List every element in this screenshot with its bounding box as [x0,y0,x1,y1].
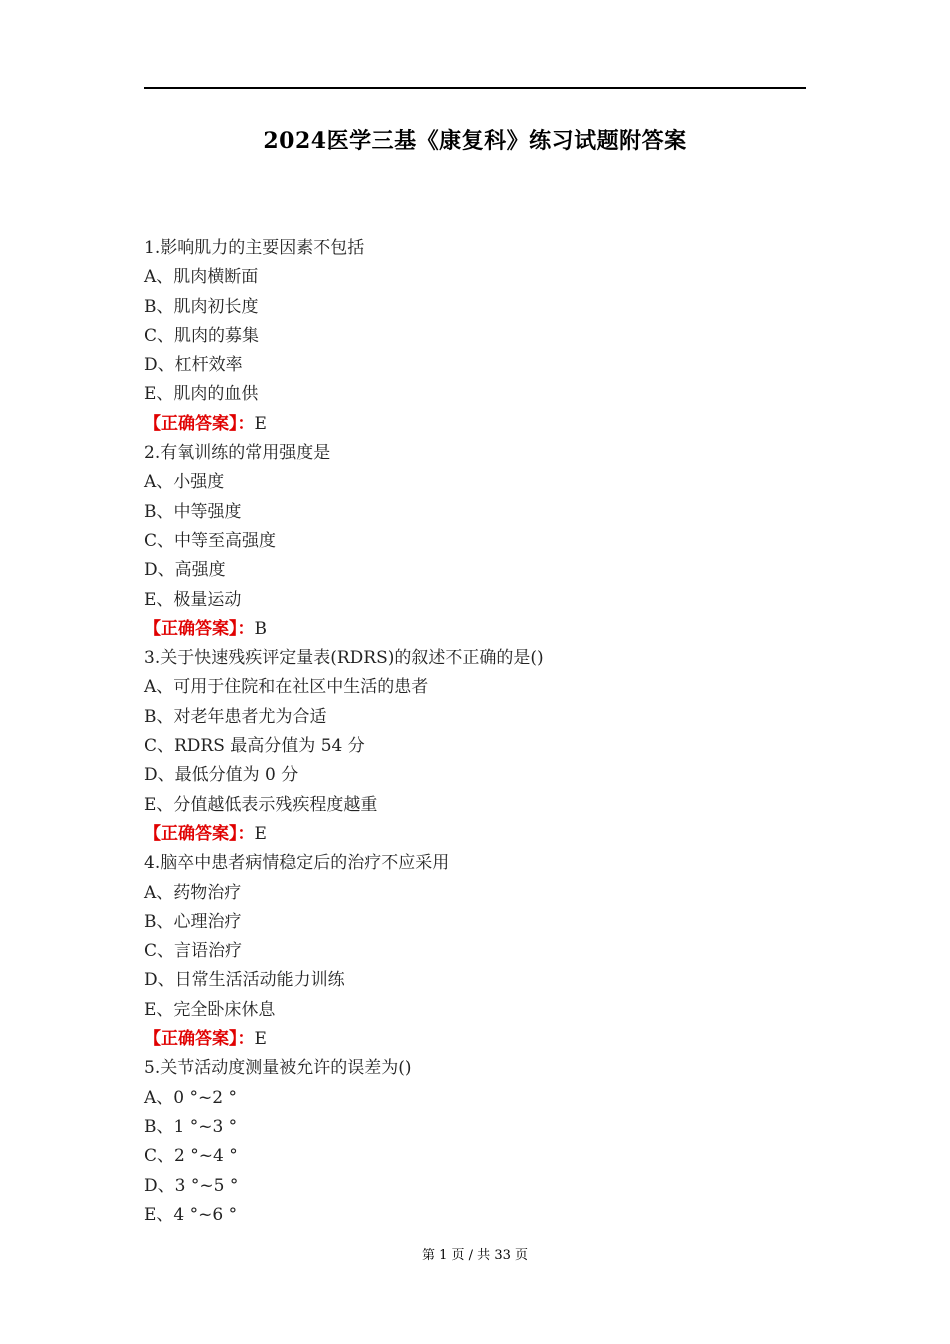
option-e: E、分值越低表示残疾程度越重 [144,794,378,815]
answer-line [144,820,806,849]
option-b: B、肌肉初长度 [144,296,259,317]
option-a: A、肌肉横断面 [144,267,259,288]
option-e: E、极量运动 [144,589,242,610]
option-d: D、日常生活活动能力训练 [144,970,345,991]
option-e: E、完全卧床休息 [144,999,276,1020]
question-stem: 3.关于快速残疾评定量表(RDRS)的叙述不正确的是() [144,648,544,669]
answer-line [144,1025,806,1054]
option-a: A、0 °~2 ° [144,1087,237,1108]
answer-label: 【正确答案】： [144,823,255,844]
answer-line [144,615,806,644]
option-e: E、肌肉的血供 [144,384,259,405]
question-stem: 1.影响肌力的主要因素不包括 [144,238,365,258]
option-d: D、杠杆效率 [144,355,243,376]
answer-value: B [254,618,267,639]
option-a: A、可用于住院和在社区中生活的患者 [144,677,429,698]
option-b: B、中等强度 [144,501,242,522]
answer-value: E [254,823,267,844]
answer-value: E [254,1029,267,1050]
answer-value: E [254,413,267,434]
option-b: B、对老年患者尤为合适 [144,706,327,727]
option-c: C、肌肉的募集 [144,325,260,346]
option-c: C、言语治疗 [144,941,243,962]
question-stem: 2.有氧训练的常用强度是 [144,443,331,464]
option-b: B、心理治疗 [144,911,242,932]
page-footer: 第 1 页 / 共 33 页 [422,1248,528,1263]
answer-label: 【正确答案】： [144,618,255,639]
option-e: E、4 °~6 ° [144,1204,238,1225]
answer-line [144,410,806,439]
answer-label: 【正确答案】： [144,413,255,434]
option-c: C、RDRS 最高分值为 54 分 [144,736,365,757]
answer-label: 【正确答案】： [144,1029,255,1050]
option-d: D、最低分值为 0 分 [144,765,299,786]
option-c: C、中等至高强度 [144,530,277,551]
question-stem: 4.脑卒中患者病情稳定后的治疗不应采用 [144,853,450,874]
option-a: A、小强度 [144,472,225,493]
option-b: B、1 °~3 ° [144,1116,238,1137]
option-a: A、药物治疗 [144,882,242,903]
option-d: D、3 °~5 ° [144,1175,239,1196]
question-list [144,234,806,1230]
header-rule [144,87,806,89]
option-c: C、2 °~4 ° [144,1146,238,1167]
option-d: D、高强度 [144,560,226,581]
document-title: 2024医学三基《康复科》练习试题附答案 [263,128,687,154]
question-stem: 5.关节活动度测量被允许的误差为() [144,1058,412,1079]
